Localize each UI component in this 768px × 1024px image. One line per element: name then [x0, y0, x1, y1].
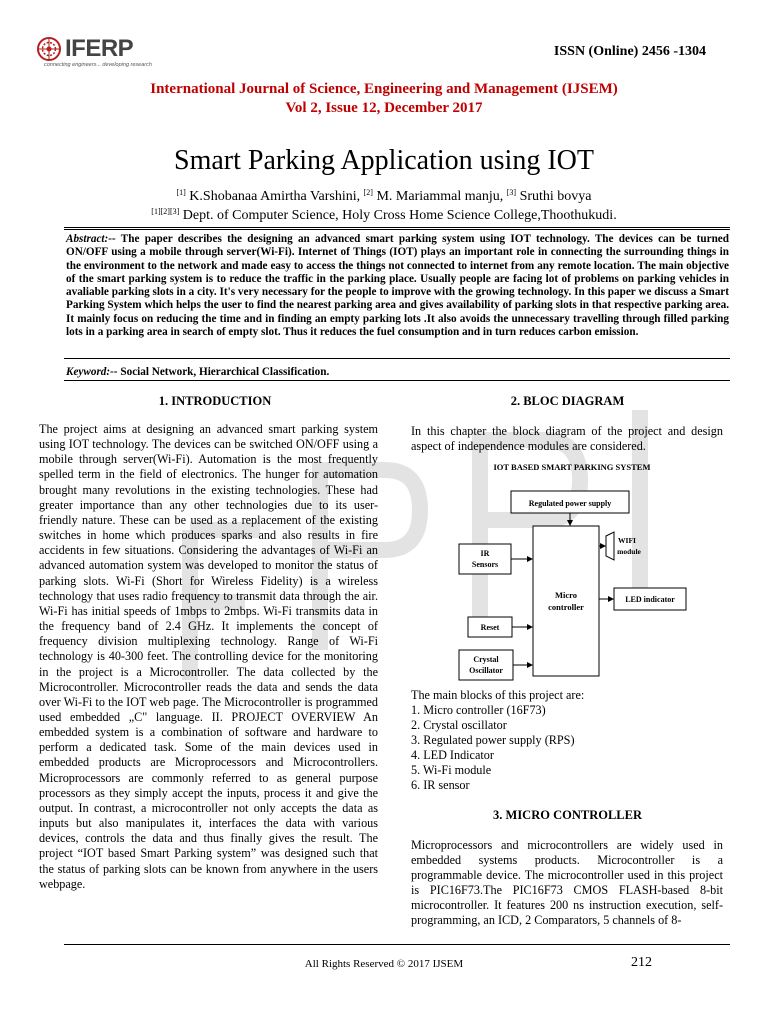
crystal-oscillator-label-2: Oscillator — [469, 666, 503, 675]
author-2-name: M. Mariammal manju, — [372, 189, 507, 204]
bloc-diagram-heading: 2. BLOC DIAGRAM — [510, 394, 625, 408]
affiliation-mark: [1][2][3] — [151, 207, 180, 216]
ir-sensors-label-1: IR — [480, 549, 490, 558]
abstract-bottom-rule — [64, 358, 730, 359]
journal-volume: Vol 2, Issue 12, December 2017 — [285, 100, 483, 116]
author-1-mark: [1] — [176, 188, 186, 197]
list-item: 5. Wi-Fi module — [411, 763, 492, 778]
microcontroller-label-1: Micro — [554, 590, 578, 600]
affiliation-line — [0, 203, 768, 225]
issn-number: ISSN (Online) 2456 -1304 — [553, 44, 706, 59]
author-1-name: K.Shobanaa Amirtha Varshini, — [185, 189, 364, 204]
author-3-name: Sruthi bovya — [516, 189, 592, 204]
list-item: 1. Micro controller (16F73) — [411, 703, 546, 717]
keywords — [66, 366, 729, 379]
wifi-module-label-1: WIFI — [618, 536, 636, 545]
footer-rule — [64, 944, 730, 945]
list-item: 4. LED Indicator — [411, 748, 494, 763]
affiliation-text: Dept. of Computer Science, Holy Cross Home Science College,Thoothukudi. — [179, 208, 617, 223]
iferp-logo — [36, 34, 196, 74]
wifi-antenna-icon — [606, 532, 614, 560]
power-supply-label: Regulated power supply — [528, 499, 612, 508]
paper-title: Smart Parking Application using IOT — [174, 145, 594, 176]
abstract-text: The paper describes the designing an advanced smart parking system using IOT technology. The devices can be turned ON/OFF using a mobile through server(Wi-Fi). Internet of Things (IOT) plays an important role in connecting the surrounding things in the environment to the network and made easy to access the things not connected to internet from any remote location. The main objective of the smart parking system is to reduce the traffic in the parking place. Usually people are facing lot of problems on parking vehicles in avaliable parking slots in a city. It's very necessary for the people to improve with the growing technology. In this paper we discuss a Smart Parking System which helps the user to find the nearest parking area and gives availability of parking slots in that respective parking area. It mainly focus on reducing the time and in finding an empty parking lots .It also avoids the unnecessary travelling through filled parking lots in a parking area in search of empty slot. Thus it reduces the fuel consumption and in turn reduces carbon emission. — [66, 233, 729, 339]
introduction-body: The project aims at designing an advanced smart parking system using IOT technology. The devices can be switched ON/OFF using a mobile through server(Wi-Fi). Automation is the most frequently spelled term in the field of electronics. The hunger for automation brought many revolutions in the existing technologies. These had greater importance than any other technologies due to its user-friendly nature. These can be used as a replacement of the existing switches in home which produces sparks and also results in fire accidents in few situations. Considering the advantages of Wi-Fi an advanced automation system was developed to monitor the status of parking slots. Wi-Fi (Short for Wireless Fidelity) is a wireless technology that uses radio frequency to transmit data through the air. Wi-Fi has initial speeds of 1mbps to 2mbps. Wi-Fi transmits data in the frequency band of 2.4 GHz. It implements the concept of frequency division multiplexing technology. Range of Wi-Fi technology is 40-300 feet. The controlling device for the monitoring in the project is a Microcontroller. The data collected by the Microcontroller. Microcontroller reads the data and sends the data over Wi-Fi to the IOT web page. The Microcontroller is programmed used embedded „C" language. II. PROJECT OVERVIEW An embedded system is a combination of software and hardware to perform a dedicated task. Some of the main devices used in embedded products are Microprocessors and Microcontrollers. Microprocessors are commonly referred to as general purpose processors as they simply accept the inputs, process it and give the output. In contrast, a microcontroller not only accepts the data as inputs but also manipulates it, interfaces the data with various devices, controls the data and thus finally gives the result. The project “IOT based Smart Parking system” was designed such that the status of parking slots can be known from anywhere in the users webpage. — [39, 422, 378, 891]
crystal-oscillator-label-1: Crystal — [473, 655, 499, 664]
keywords-bottom-rule — [64, 380, 730, 381]
keywords-text: Social Network, Hierarchical Classification. — [117, 366, 330, 378]
author-2-mark: [2] — [363, 188, 373, 197]
wifi-module-label-2: module — [617, 547, 641, 556]
led-indicator-label: LED indicator — [625, 595, 675, 604]
introduction-heading: 1. INTRODUCTION — [158, 394, 272, 408]
logo-tagline: connecting engineers... developing research — [44, 62, 152, 68]
reset-label: Reset — [480, 623, 500, 632]
abstract-top-rule — [64, 227, 730, 230]
globe-icon — [36, 36, 62, 62]
list-item: 2. Crystal oscillator — [411, 718, 507, 733]
microcontroller-box — [533, 526, 599, 676]
micro-controller-heading: 3. MICRO CONTROLLER — [493, 808, 642, 822]
footer-copyright: All Rights Reserved © 2017 IJSEM — [304, 958, 464, 970]
list-item: 3. Regulated power supply (RPS) — [411, 733, 575, 748]
keywords-label: Keyword:-- — [66, 366, 118, 378]
microcontroller-label-2: controller — [548, 602, 584, 612]
diagram-title: IOT BASED SMART PARKING SYSTEM — [493, 462, 651, 472]
page-number: 212 — [631, 955, 652, 970]
micro-controller-body: Microprocessors and microcontrollers are widely used in embedded systems products. Microcontroller is a programmable device. The microcontroller used in this project is PIC16F73.The PIC16F73 CMOS FLASH-based 8-bit microcontroller. It features 200 ns instruction execution, self-programming, an ICD, 2 Comparators, 5 channels of 8- — [411, 838, 723, 928]
abstract-label: Abstract:-- — [66, 233, 116, 245]
logo-text: IFERP — [65, 35, 134, 62]
list-item: 6. IR sensor — [411, 778, 470, 793]
main-blocks-list — [411, 703, 723, 794]
bloc-diagram-intro: In this chapter the block diagram of the project and design aspect of independence modules are considered. — [411, 424, 723, 453]
journal-name: International Journal of Science, Engineering and Management (IJSEM) — [150, 81, 618, 97]
author-3-mark: [3] — [506, 188, 517, 197]
main-blocks-intro: The main blocks of this project are: — [411, 688, 585, 702]
abstract — [66, 233, 729, 339]
block-diagram — [456, 458, 688, 684]
ir-sensors-label-2: Sensors — [471, 560, 499, 569]
